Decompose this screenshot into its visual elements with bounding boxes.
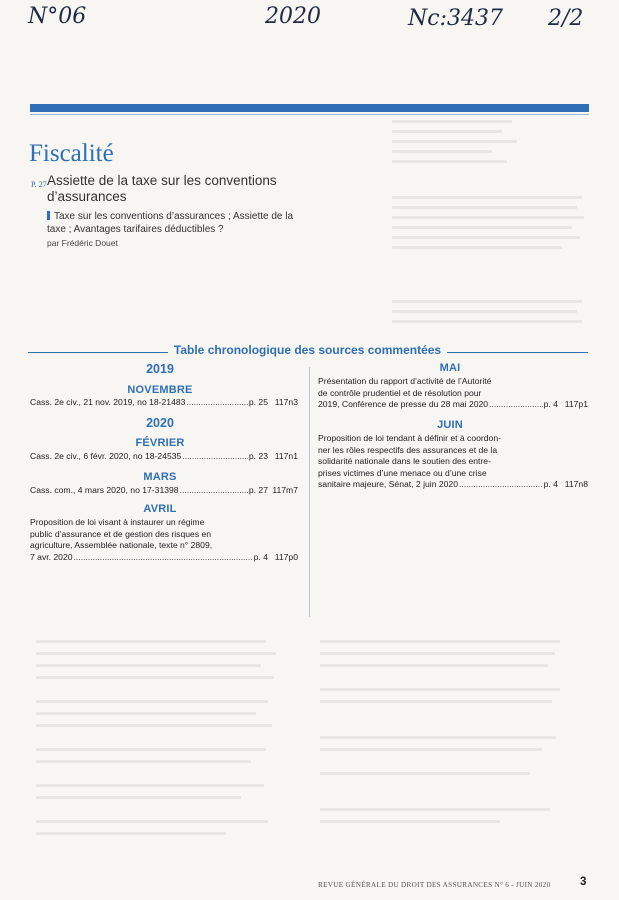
leader-dots [489, 399, 543, 411]
article-page-ref: P. 27 [31, 180, 47, 189]
entry-novembre-cite: Cass. 2e civ., 21 nov. 2019, no 18-21483 [30, 397, 186, 407]
section-title: Fiscalité [29, 140, 114, 167]
entry-mai-cite: 2019, Conférence de presse du 28 mai 2020 [318, 399, 489, 410]
entry-mai-page: p. 4 [543, 399, 558, 410]
entry-juin-line: prises victimes d’une menace ou d’une crise [318, 467, 487, 478]
article-keywords [47, 210, 305, 236]
handwritten-number: N°06 [28, 4, 87, 29]
month-juin-heading: JUIN [437, 419, 463, 431]
entry-avril-line: public d’assurance et de gestion des risques en [30, 528, 212, 539]
year-2020-heading: 2020 [146, 416, 174, 430]
entry-fevrier[interactable] [30, 451, 298, 463]
handwritten-fraction: 2/2 [548, 6, 584, 31]
entry-juin-code: 117n8 [564, 479, 588, 490]
table-title-rule-left [28, 352, 168, 353]
entry-mars[interactable] [30, 485, 298, 497]
entry-novembre-page: p. 25 [248, 397, 268, 407]
entry-mars-cite: Cass. com., 4 mars 2020, no 17-31398 [30, 485, 179, 495]
footer-page-number: 3 [580, 876, 587, 888]
entry-mai[interactable] [318, 376, 588, 411]
leader-dots [182, 451, 248, 463]
entry-avril[interactable] [30, 517, 298, 563]
leader-dots [74, 552, 253, 564]
table-title-rule-right [447, 352, 588, 353]
entry-juin-page: p. 4 [543, 479, 558, 490]
article-author: par Frédéric Douet [47, 238, 118, 248]
leader-dots [180, 485, 248, 497]
header-rule [30, 104, 589, 112]
handwritten-nc: Nc:3437 [408, 6, 503, 31]
entry-avril-code: 117p0 [274, 551, 298, 562]
column-divider [309, 367, 310, 617]
table-title: Table chronologique des sources commentées [173, 343, 442, 357]
handwritten-year: 2020 [265, 4, 321, 29]
month-mai-heading: MAI [439, 362, 461, 374]
entry-juin-line: ner les rôles respectifs des assurances et de la [318, 444, 498, 455]
month-fevrier-heading: FÉVRIER [135, 437, 185, 449]
entry-novembre-code: 117n3 [274, 397, 298, 407]
entry-mars-code: 117m7 [272, 485, 298, 495]
leader-dots [459, 479, 543, 491]
leader-dots [186, 397, 247, 409]
entry-avril-page: p. 4 [253, 551, 268, 562]
entry-novembre[interactable] [30, 397, 298, 409]
article-keywords-text: Taxe sur les conventions d’assurances ; Assiette de la taxe ; Avantages tarifaires déductibles ? [47, 211, 294, 235]
month-avril-heading: AVRIL [143, 503, 177, 515]
month-mars-heading: MARS [143, 471, 177, 483]
entry-mai-code: 117p1 [564, 399, 588, 410]
entry-juin-line: solidarité nationale dans le soutien des entre- [318, 456, 491, 467]
entry-mai-line: de contrôle prudentiel et de résolution pour [318, 387, 482, 398]
entry-fevrier-cite: Cass. 2e civ., 6 févr. 2020, no 18-24535 [30, 451, 182, 461]
entry-mars-page: p. 27 [248, 485, 268, 495]
footer-journal-name: REVUE GÉNÉRALE DU DROIT DES ASSURANCES N° 6 - JUIN 2020 [318, 881, 551, 889]
entry-avril-line: Proposition de loi visant à instaurer un régime [30, 517, 205, 527]
entry-avril-line: agriculture, Assemblée nationale, texte n° 2809, [30, 540, 213, 551]
entry-avril-cite: 7 avr. 2020 [30, 551, 73, 562]
entry-juin[interactable] [318, 433, 588, 491]
year-2019-heading: 2019 [146, 362, 174, 376]
entry-juin-cite: sanitaire majeure, Sénat, 2 juin 2020 [318, 479, 458, 490]
entry-fevrier-page: p. 23 [248, 451, 268, 461]
header-thin-rule [30, 114, 589, 115]
entry-juin-line: Proposition de loi tendant à définir et à coordon- [318, 433, 501, 443]
entry-fevrier-code: 117n1 [274, 451, 298, 461]
entry-mai-line: Présentation du rapport d’activité de l’Autorité [318, 376, 492, 386]
article-title[interactable]: Assiette de la taxe sur les conventions d’assurances [47, 173, 277, 204]
keyword-marker [47, 211, 50, 220]
month-novembre-heading: NOVEMBRE [127, 384, 193, 396]
